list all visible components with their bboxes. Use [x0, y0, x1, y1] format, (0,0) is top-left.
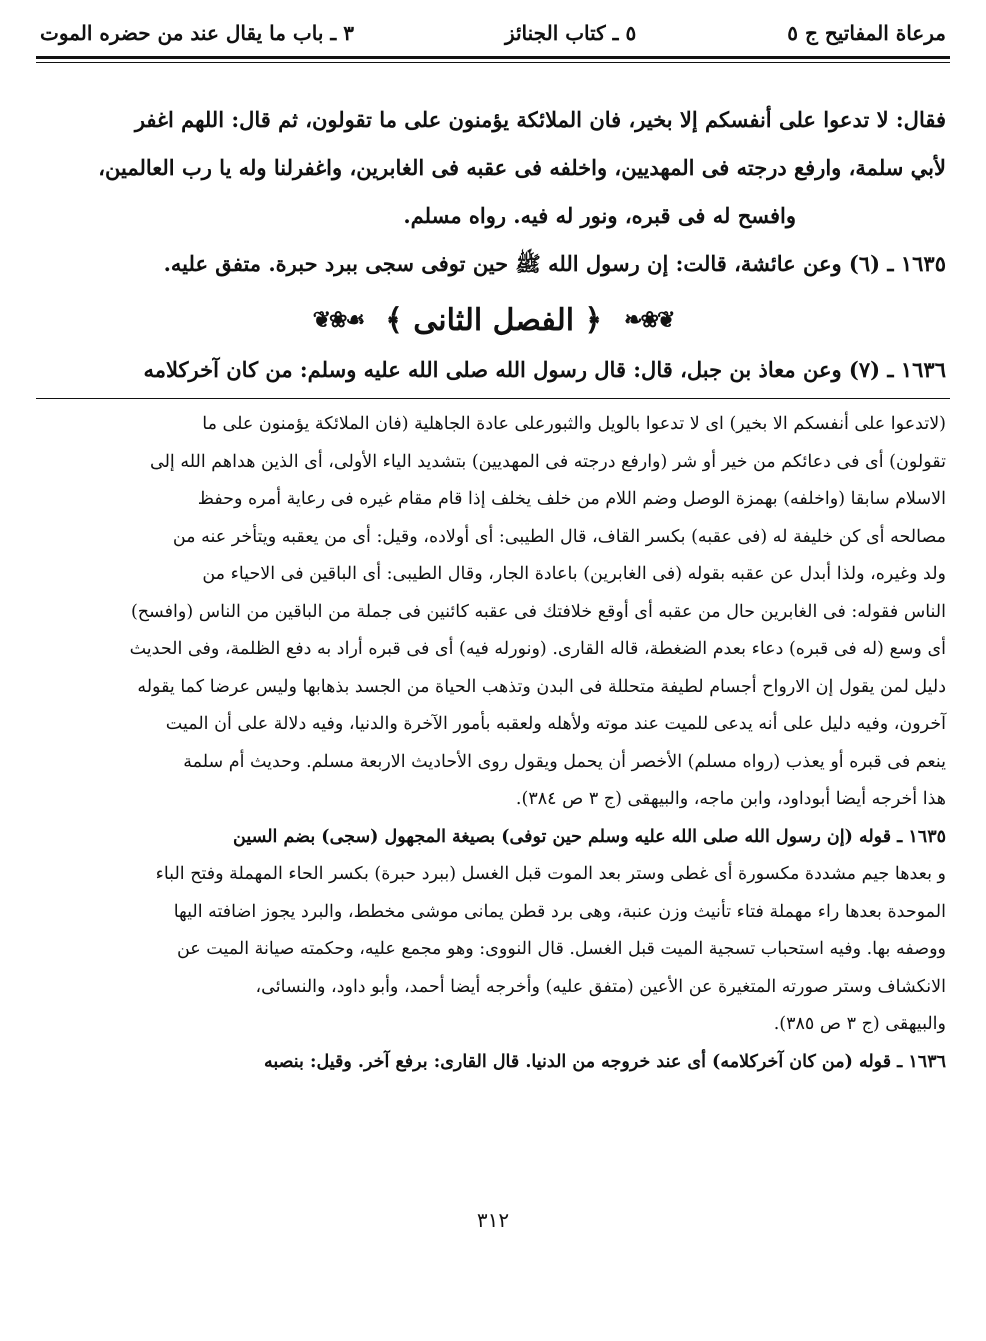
commentary-separator: [36, 398, 950, 399]
commentary-line: (لاتدعوا على أنفسكم الا بخير) اى لا تدعوا بالويل والثبورعلى عادة الجاهلية (فان الملائكة يؤمنون على ما: [202, 414, 946, 434]
commentary-line: و بعدها جيم مشددة مكسورة أى غطى وستر بعد الموت قبل الغسل (ببرد حبرة) بكسر الحاء المهملة وفتح الباء: [155, 864, 946, 884]
commentary-line: ينعم فى قبره أو يعذب (رواه مسلم) الأخصر أن يحمل ويقول روى الأحاديث الاربعة مسلم. وحديث أم سلمة: [183, 751, 946, 772]
commentary-line: دليل لمن يقول إن الارواح أجسام لطيفة متحللة فى البدن وتذهب الحياة من الجسد بذهابها وليس عرضا كما يقوله: [137, 676, 946, 697]
commentary-line: مصالحه أى كن خليفة له (فى عقبه) بكسر القاف، قال الطيبى: أى أولاده، وقيل: أى من يعقبه ويتأخر عنه من: [172, 526, 946, 547]
header-bab: ٣ ـ باب ما يقال عند من حضره الموت: [40, 21, 354, 45]
hadith-1635: ١٦٣٥ ـ (٦) وعن عائشة، قالت: إن رسول الله ﷺ حين توفى سجى ببرد حبرة. متفق عليه.: [163, 251, 946, 276]
commentary-line: ١٦٣٥ ـ قوله (إن رسول الله صلى الله عليه وسلم حين توفى) بصيغة المجهول (سجى) بضم السين: [233, 826, 946, 847]
commentary-line: هذا أخرجه أيضا أبوداود، وابن ماجه، والبيهقى (ج ٣ ص ٣٨٤).: [515, 789, 946, 809]
ornament-right-icon: ❦❀❧: [624, 307, 674, 333]
section-title: ﴿ الفصل الثانى ﴾: [385, 302, 603, 338]
running-header: [40, 16, 946, 50]
commentary-line: ولد وغيره، ولذا أبدل عن عقبه بقوله (فى الغابرين) باعادة الجار، وقال الطيبى: أى الباقين فى الاحياء من: [202, 564, 946, 584]
commentary-line: الاسلام سابقا (واخلفه) بهمزة الوصل وضم اللام من خلف يخلف إذا قام مقام غيره فى رعاية أمره وحفظ: [197, 489, 946, 509]
commentary-line: تقولون) أى فى دعائكم من خير أو شر (وارفع درجته فى المهديين) بتشديد الياء الأولى، أى الذين هداهم الله إلى: [150, 451, 946, 472]
main-line: فقال: لا تدعوا على أنفسكم إلا بخير، فان الملائكة يؤمنون على ما تقولون، ثم قال: اللهم اغفر: [134, 107, 946, 132]
commentary-line: الموحدة بعدها راء مهملة فتاء تأنيث وزن عنبة، وهى برد قطن يمانى موشى مخطط، والبرد يجوز اضافته اليها: [173, 901, 946, 922]
main-line: لأبي سلمة، وارفع درجته فى المهديين، واخلفه فى عقبه فى الغابرين، واغفرلنا وله يا رب العالمين،: [98, 155, 946, 180]
commentary-line: ١٦٣٦ ـ قوله (من كان آخركلامه) أى عند خروجه من الدنيا. قال القارى: برفع آخر. وقيل: بنصبه: [263, 1051, 946, 1072]
commentary-line: الانكشاف وستر صورته المتغيرة عن الأعين (متفق عليه) وأخرجه أيضا أحمد، وأبو داود، والنسائى،: [255, 976, 946, 997]
main-hadith-text: [40, 96, 946, 288]
header-rule-thick: [36, 56, 950, 59]
commentary-line: الناس فقوله: فى الغابرين حال من عقبه أى أوقع خلافتك فى عقبه كائنين فى جملة من الباقين من الناس (وافسح): [130, 601, 946, 622]
main-line: وافسح له فى قبره، ونور له فيه. رواه مسلم.: [403, 203, 796, 228]
header-rule-thin: [36, 62, 950, 63]
commentary-line: والبيهقى (ج ٣ ص ٣٨٥).: [773, 1014, 946, 1034]
commentary-block: [40, 406, 946, 1081]
commentary-line: آخرون، وفيه دليل على أنه يدعى للميت عند موته ولأهله ولعقبه بأمور الآخرة والدنيا، وفيه دلالة على أن الميت: [165, 714, 946, 734]
page-number: ٣١٢: [476, 1208, 510, 1232]
commentary-line: ووصفه بها. وفيه استحباب تسجية الميت قبل الغسل. قال النووى: وهو مجمع عليه، وحكمته صيانة الميت عن: [176, 939, 946, 959]
section-heading: [40, 292, 946, 348]
commentary-line: أى وسع (له فى قبره) دعاء بعدم الضغطة، قاله القارى. (ونورله فيه) أى فى قبره أراد به دفع الظلمة، وفى الحديث: [129, 639, 946, 659]
header-book-title: مرعاة المفاتيح ج ٥: [787, 21, 946, 45]
ornament-left-icon: ☙❀❦: [312, 307, 364, 333]
header-kitab: ٥ ـ كتاب الجنائز: [504, 21, 637, 45]
hadith-1636: ١٦٣٦ ـ (٧) وعن معاذ بن جبل، قال: قال رسول الله صلى الله عليه وسلم: من كان آخركلامه: [143, 357, 946, 382]
